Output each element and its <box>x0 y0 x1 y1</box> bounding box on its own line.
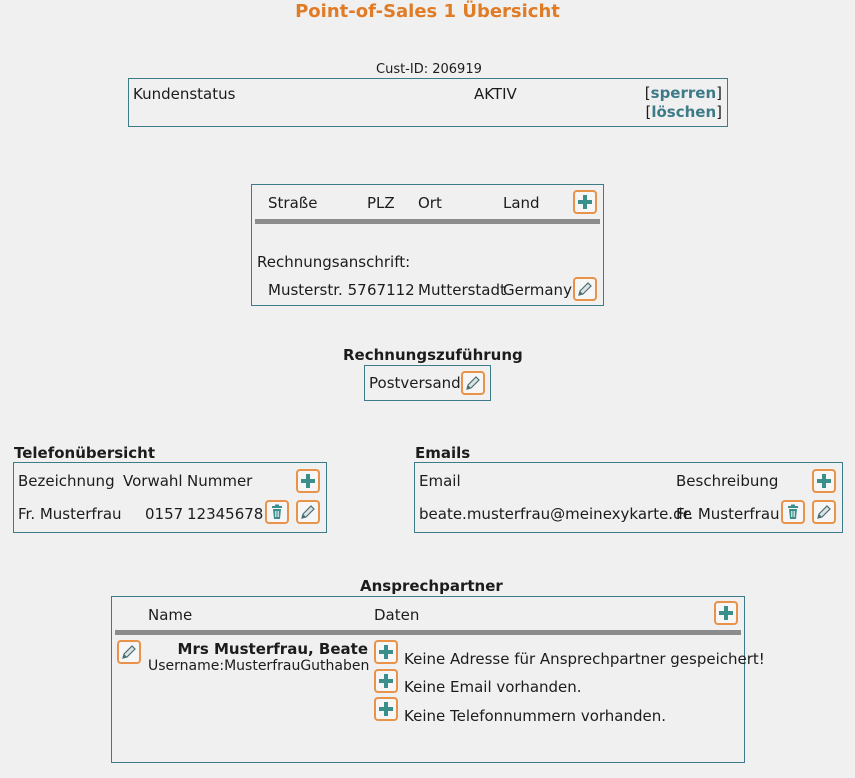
phones-title: Telefonübersicht <box>14 444 156 462</box>
emails-title: Emails <box>415 444 471 462</box>
address-zip: 67112 <box>367 281 415 299</box>
customer-status-box <box>128 78 728 127</box>
pencil-icon <box>815 503 833 521</box>
trash-icon <box>784 503 802 521</box>
add-email-button[interactable] <box>812 469 836 493</box>
bracket-open: [ <box>645 103 652 121</box>
contact-person <box>148 640 368 674</box>
header-city: Ort <box>418 194 442 212</box>
pencil-icon <box>576 280 594 298</box>
contact-no-phone: Keine Telefonnummern vorhanden. <box>404 707 667 725</box>
cust-id: Cust-ID: 206919 <box>376 62 482 77</box>
header-zip: PLZ <box>367 194 395 212</box>
plus-icon <box>717 604 735 622</box>
contacts-title: Ansprechpartner <box>360 577 503 595</box>
address-country: Germany <box>503 281 572 299</box>
bracket-close: ] <box>716 84 722 102</box>
add-contact-button[interactable] <box>714 601 738 625</box>
edit-billing-delivery-button[interactable] <box>461 371 485 395</box>
pencil-icon <box>464 374 482 392</box>
add-phone-button[interactable] <box>296 469 320 493</box>
contact-username: Username:MusterfrauGuthaben <box>148 658 370 674</box>
billing-delivery-value: Postversand <box>369 374 461 392</box>
bracket-open: [ <box>644 84 651 102</box>
edit-address-button[interactable] <box>573 277 597 301</box>
lock-customer-link[interactable]: sperren <box>650 84 717 102</box>
add-contact-phone-button[interactable] <box>374 697 398 721</box>
contacts-header-name: Name <box>148 606 193 624</box>
plus-icon <box>377 700 395 718</box>
contact-no-email: Keine Email vorhanden. <box>404 678 582 696</box>
delete-customer-link[interactable]: löschen <box>651 103 717 121</box>
plus-icon <box>576 193 594 211</box>
phones-header-prefix: Vorwahl <box>123 472 183 490</box>
phones-header-number: Nummer <box>187 472 253 490</box>
billing-delivery-title: Rechnungszuführung <box>343 346 523 364</box>
billing-address-label: Rechnungsanschrift: <box>257 253 411 271</box>
contact-name: Mrs Musterfrau, Beate <box>177 640 368 658</box>
page-title: Point-of-Sales 1 Übersicht <box>295 1 560 22</box>
delete-phone-button[interactable] <box>265 500 289 524</box>
add-contact-email-button[interactable] <box>374 669 398 693</box>
plus-icon <box>377 672 395 690</box>
contacts-header-data: Daten <box>374 606 420 624</box>
pencil-icon <box>120 643 138 661</box>
address-box <box>251 184 604 306</box>
contacts-box <box>111 596 765 763</box>
contacts-header-rule <box>115 630 741 635</box>
address-street: Musterstr. 57 <box>268 281 367 299</box>
email-row-description: Fr. Musterfrau <box>676 505 780 523</box>
edit-email-button[interactable] <box>812 500 836 524</box>
billing-delivery-box <box>364 365 491 401</box>
email-row-address: beate.musterfrau@meinexykarte.de <box>419 505 692 523</box>
emails-box <box>414 462 843 533</box>
plus-icon <box>815 472 833 490</box>
phone-row-prefix: 0157 <box>145 505 184 523</box>
phone-row-label: Fr. Musterfrau <box>18 505 122 523</box>
contact-no-address: Keine Adresse für Ansprechpartner gespeichert! <box>404 650 765 668</box>
pencil-icon <box>299 503 317 521</box>
delete-email-button[interactable] <box>781 500 805 524</box>
edit-phone-button[interactable] <box>296 500 320 524</box>
header-country: Land <box>503 194 540 212</box>
status-actions <box>645 84 722 122</box>
header-rule <box>255 219 600 224</box>
emails-header-description: Beschreibung <box>676 472 779 490</box>
add-address-button[interactable] <box>573 190 597 214</box>
phones-box <box>13 462 327 533</box>
status-value: AKTIV <box>474 85 517 103</box>
status-label: Kundenstatus <box>133 85 236 103</box>
plus-icon <box>377 643 395 661</box>
header-street: Straße <box>268 194 318 212</box>
trash-icon <box>268 503 286 521</box>
phone-row-number: 12345678 <box>187 505 264 523</box>
emails-header-email: Email <box>419 472 461 490</box>
phones-header-label: Bezeichnung <box>18 472 115 490</box>
address-city: Mutterstadt <box>418 281 506 299</box>
edit-contact-button[interactable] <box>117 640 141 664</box>
plus-icon <box>299 472 317 490</box>
bracket-close: ] <box>716 103 722 121</box>
add-contact-address-button[interactable] <box>374 640 398 664</box>
